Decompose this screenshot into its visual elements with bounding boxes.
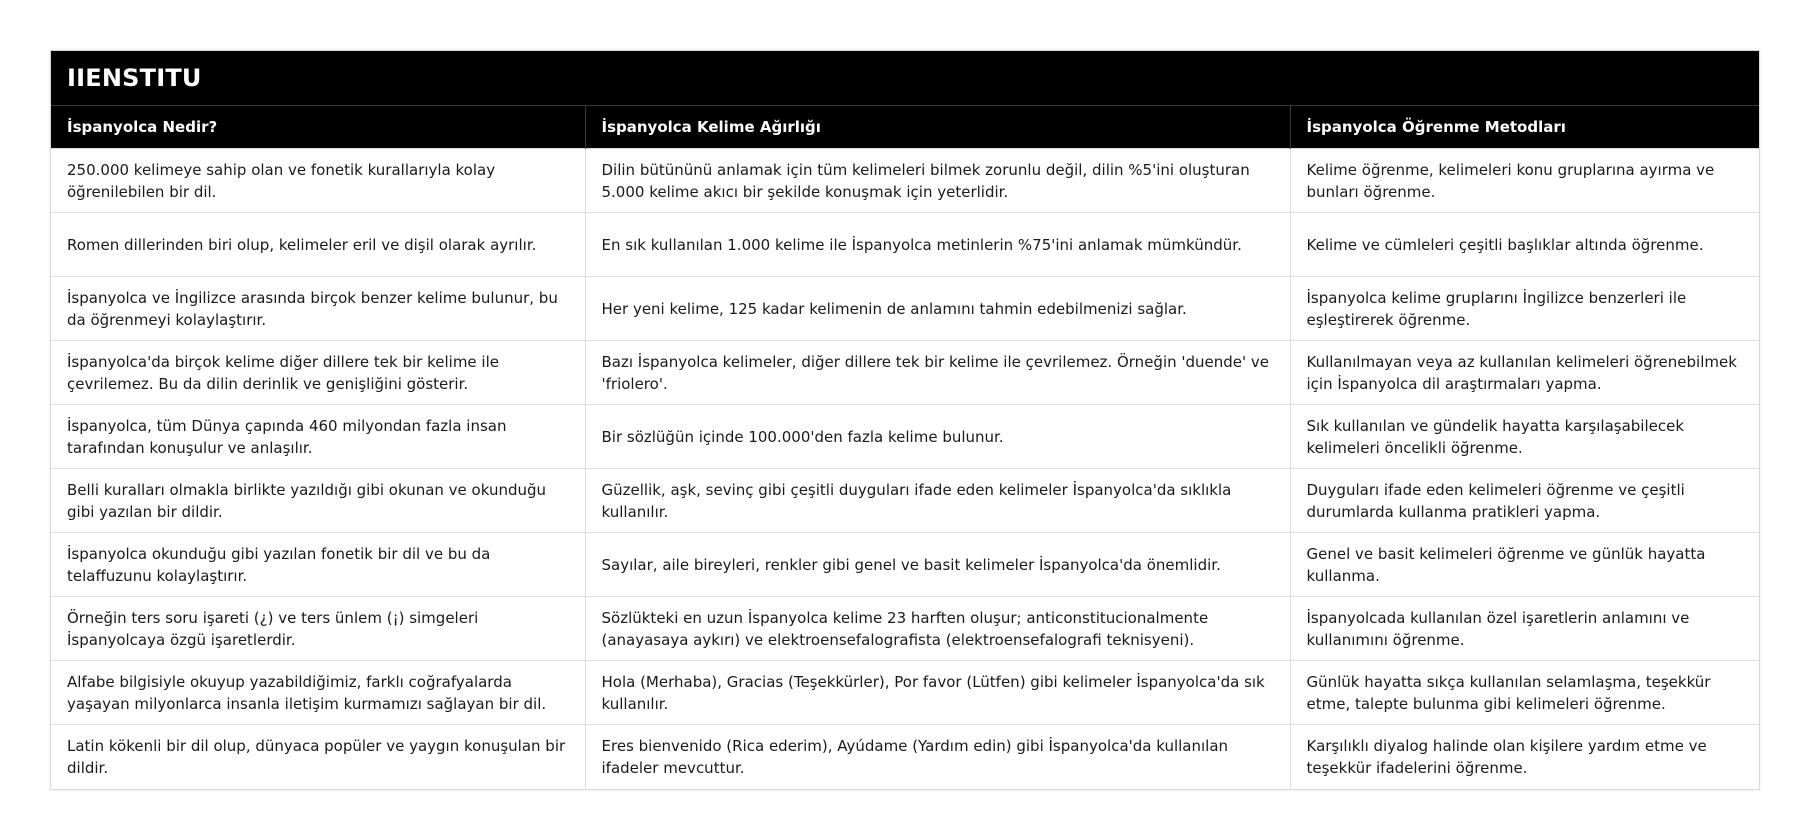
table-cell: Kelime ve cümleleri çeşitli başlıklar altında öğrenme. — [1290, 213, 1759, 277]
table-row — [51, 533, 1759, 597]
table-cell: Alfabe bilgisiyle okuyup yazabildiğimiz, farklı coğrafyalarda yaşayan milyonlarca insanla iletişim kurmamızı sağlayan bir dil. — [51, 661, 585, 725]
table-cell: Bir sözlüğün içinde 100.000'den fazla kelime bulunur. — [585, 405, 1290, 469]
table-cell: Romen dillerinden biri olup, kelimeler eril ve dişil olarak ayrılır. — [51, 213, 585, 277]
table-cell: İspanyolcada kullanılan özel işaretlerin anlamını ve kullanımını öğrenme. — [1290, 597, 1759, 661]
table-cell: Sık kullanılan ve gündelik hayatta karşılaşabilecek kelimeleri öncelikli öğrenme. — [1290, 405, 1759, 469]
column-header: İspanyolca Öğrenme Metodları — [1290, 106, 1759, 149]
table-cell: İspanyolca, tüm Dünya çapında 460 milyondan fazla insan tarafından konuşulur ve anlaşılır. — [51, 405, 585, 469]
table-row — [51, 213, 1759, 277]
column-header: İspanyolca Nedir? — [51, 106, 585, 149]
table-row — [51, 661, 1759, 725]
table-cell: İspanyolca okunduğu gibi yazılan fonetik bir dil ve bu da telaffuzunu kolaylaştırır. — [51, 533, 585, 597]
table-cell: Güzellik, aşk, sevinç gibi çeşitli duyguları ifade eden kelimeler İspanyolca'da sıklıkla kullanılır. — [585, 469, 1290, 533]
table-cell: Bazı İspanyolca kelimeler, diğer dillere tek bir kelime ile çevrilemez. Örneğin 'duende' ve 'friolero'. — [585, 341, 1290, 405]
comparison-table — [51, 105, 1759, 789]
table-cell: İspanyolca ve İngilizce arasında birçok benzer kelime bulunur, bu da öğrenmeyi kolaylaştırır. — [51, 277, 585, 341]
comparison-table-container — [50, 50, 1760, 790]
table-cell: En sık kullanılan 1.000 kelime ile İspanyolca metinlerin %75'ini anlamak mümkündür. — [585, 213, 1290, 277]
table-cell: Örneğin ters soru işareti (¿) ve ters ünlem (¡) simgeleri İspanyolcaya özgü işaretlerdir. — [51, 597, 585, 661]
table-cell: Duyguları ifade eden kelimeleri öğrenme ve çeşitli durumlarda kullanma pratikleri yapma. — [1290, 469, 1759, 533]
table-cell: Eres bienvenido (Rica ederim), Ayúdame (Yardım edin) gibi İspanyolca'da kullanılan ifadeler mevcuttur. — [585, 725, 1290, 789]
table-cell: Günlük hayatta sıkça kullanılan selamlaşma, teşekkür etme, talepte bulunma gibi kelimeleri öğrenme. — [1290, 661, 1759, 725]
table-cell: Genel ve basit kelimeleri öğrenme ve günlük hayatta kullanma. — [1290, 533, 1759, 597]
table-cell: Dilin bütününü anlamak için tüm kelimeleri bilmek zorunlu değil, dilin %5'ini oluşturan 5.000 kelime akıcı bir şekilde konuşmak için yeterlidir. — [585, 149, 1290, 213]
table-cell: Sayılar, aile bireyleri, renkler gibi genel ve basit kelimeler İspanyolca'da önemlidir. — [585, 533, 1290, 597]
table-cell: 250.000 kelimeye sahip olan ve fonetik kurallarıyla kolay öğrenilebilen bir dil. — [51, 149, 585, 213]
table-cell: Belli kuralları olmakla birlikte yazıldığı gibi okunan ve okunduğu gibi yazılan bir dildir. — [51, 469, 585, 533]
table-row — [51, 725, 1759, 789]
table-cell: Kelime öğrenme, kelimeleri konu gruplarına ayırma ve bunları öğrenme. — [1290, 149, 1759, 213]
column-header: İspanyolca Kelime Ağırlığı — [585, 106, 1290, 149]
table-row — [51, 405, 1759, 469]
table-cell: Her yeni kelime, 125 kadar kelimenin de anlamını tahmin edebilmenizi sağlar. — [585, 277, 1290, 341]
table-title: IIENSTITU — [51, 51, 1759, 105]
table-cell: İspanyolca kelime gruplarını İngilizce benzerleri ile eşleştirerek öğrenme. — [1290, 277, 1759, 341]
table-row — [51, 341, 1759, 405]
table-cell: İspanyolca'da birçok kelime diğer dillere tek bir kelime ile çevrilemez. Bu da dilin derinlik ve genişliğini gösterir. — [51, 341, 585, 405]
table-row — [51, 149, 1759, 213]
table-row — [51, 469, 1759, 533]
table-cell: Sözlükteki en uzun İspanyolca kelime 23 harften oluşur; anticonstitucionalmente (anayasaya aykırı) ve elektroensefalografista (elektroensefalografi teknisyeni). — [585, 597, 1290, 661]
table-cell: Kullanılmayan veya az kullanılan kelimeleri öğrenebilmek için İspanyolca dil araştırmaları yapma. — [1290, 341, 1759, 405]
table-row — [51, 277, 1759, 341]
table-cell: Latin kökenli bir dil olup, dünyaca popüler ve yaygın konuşulan bir dildir. — [51, 725, 585, 789]
table-cell: Hola (Merhaba), Gracias (Teşekkürler), Por favor (Lütfen) gibi kelimeler İspanyolca'da sık kullanılır. — [585, 661, 1290, 725]
header-row — [51, 106, 1759, 149]
table-cell: Karşılıklı diyalog halinde olan kişilere yardım etme ve teşekkür ifadelerini öğrenme. — [1290, 725, 1759, 789]
table-row — [51, 597, 1759, 661]
